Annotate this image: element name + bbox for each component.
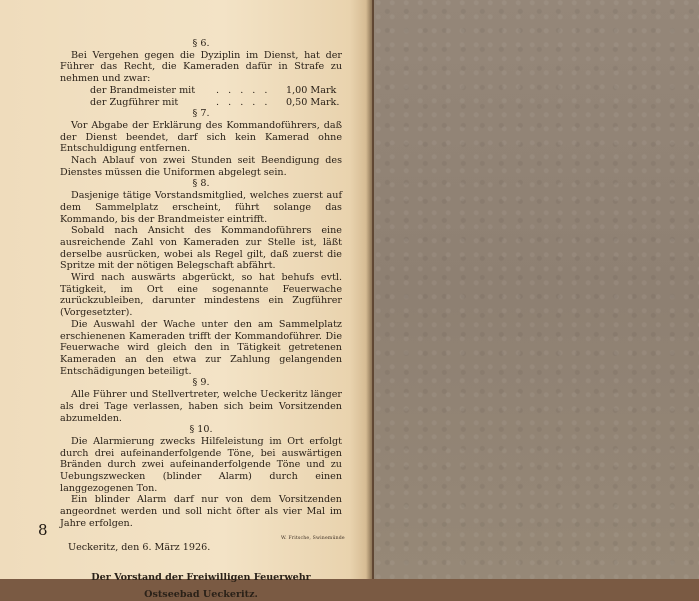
section-6-heading: § 6. xyxy=(192,38,210,49)
date-line: Ueckeritz, den 6. März 1926. xyxy=(68,541,211,553)
right-page-blank-endpaper xyxy=(374,0,699,579)
page-number: 8 xyxy=(38,521,48,539)
section-7-heading: § 7. xyxy=(192,108,210,120)
printer-mark: W. Fritsche, Swinemünde xyxy=(281,536,345,541)
section-8-paragraph-2: Sobald nach Ansicht des Kommandoführers eine ausreichende Zahl von Kameraden zur Stelle ist, läßt derselbe ausrücken, wobei als Regel gilt, daß zuerst die Spritze mit der nötigen Belegschaft abfährt. xyxy=(60,225,342,272)
section-10-paragraph-1: Die Alarmierung zwecks Hilfeleistung im Ort erfolgt durch drei aufeinanderfolgende Töne, bei auswärtigen Bränden durch zwei aufeinanderfolgende Töne und zu Uebungszwecken (blinder Alarm) durch einen langgezogenen Ton. xyxy=(60,435,342,494)
fine-dots: . . . . . xyxy=(216,96,271,108)
section-6-paragraph: Bei Vergehen gegen die Dyziplin im Dienst, hat der Führer das Recht, die Kameraden dafür in Strafe zu nehmen und zwar: xyxy=(60,49,342,85)
section-8-paragraph-1: Dasjenige tätige Vorstandsmitglied, welches zuerst auf dem Sammelplatz erscheint, führt solange das Kommando, bis der Brandmeister eintrifft. xyxy=(60,190,342,225)
fine-amount: 1,00 Mark xyxy=(286,84,337,96)
fine-role: der Brandmeister mit xyxy=(90,84,196,96)
signature-line-1: Der Vorstand der Freiwilligen Feuerwehr xyxy=(91,572,311,584)
section-10-heading: § 10. xyxy=(189,424,213,436)
fine-row-brandmeister xyxy=(90,85,342,97)
fine-dots: . . . . . xyxy=(216,84,271,96)
page-text xyxy=(60,38,342,601)
section-8-heading: § 8. xyxy=(192,178,210,190)
fine-row-zugfuehrer xyxy=(90,97,342,109)
section-9-heading: § 9. xyxy=(192,377,210,389)
section-10-paragraph-2: Ein blinder Alarm darf nur von dem Vorsitzenden angeordnet werden und soll nicht öfter als vier Mal im Jahre erfolgen. xyxy=(60,494,342,529)
section-9-paragraph: Alle Führer und Stellvertreter, welche Ueckeritz länger als drei Tage verlassen, haben sich beim Vorsitzenden abzumelden. xyxy=(60,389,342,424)
fine-amount: 0,50 Mark. xyxy=(286,96,340,108)
fine-role: der Zugführer mit xyxy=(90,96,179,108)
section-7-paragraph-2: Nach Ablauf von zwei Stunden seit Beendigung des Dienstes müssen die Uniformen abgelegt sein. xyxy=(60,155,342,178)
section-7-paragraph-1: Vor Abgabe der Erklärung des Kommandoführers, daß der Dienst beendet, darf sich kein Kamerad ohne Entschuldigung entfernen. xyxy=(60,119,342,155)
section-8-paragraph-3: Wird nach auswärts abgerückt, so hat behufs evtl. Tätigkeit, im Ort eine sogenannte Feuerwache zurückzubleiben, darunter mindestens ein Zugführer (Vorgesetzter). xyxy=(60,272,342,319)
signature-line-2: Ostseebad Ueckeritz. xyxy=(144,588,258,600)
section-8-paragraph-4: Die Auswahl der Wache unter den am Sammelplatz erschienenen Kameraden trifft der Kommandoführer. Die Feuerwache wird gleich den in Tätigkeit getretenen Kameraden an den etwa zur Zahlung gelangenden Entschädigungen beteiligt. xyxy=(60,318,342,377)
